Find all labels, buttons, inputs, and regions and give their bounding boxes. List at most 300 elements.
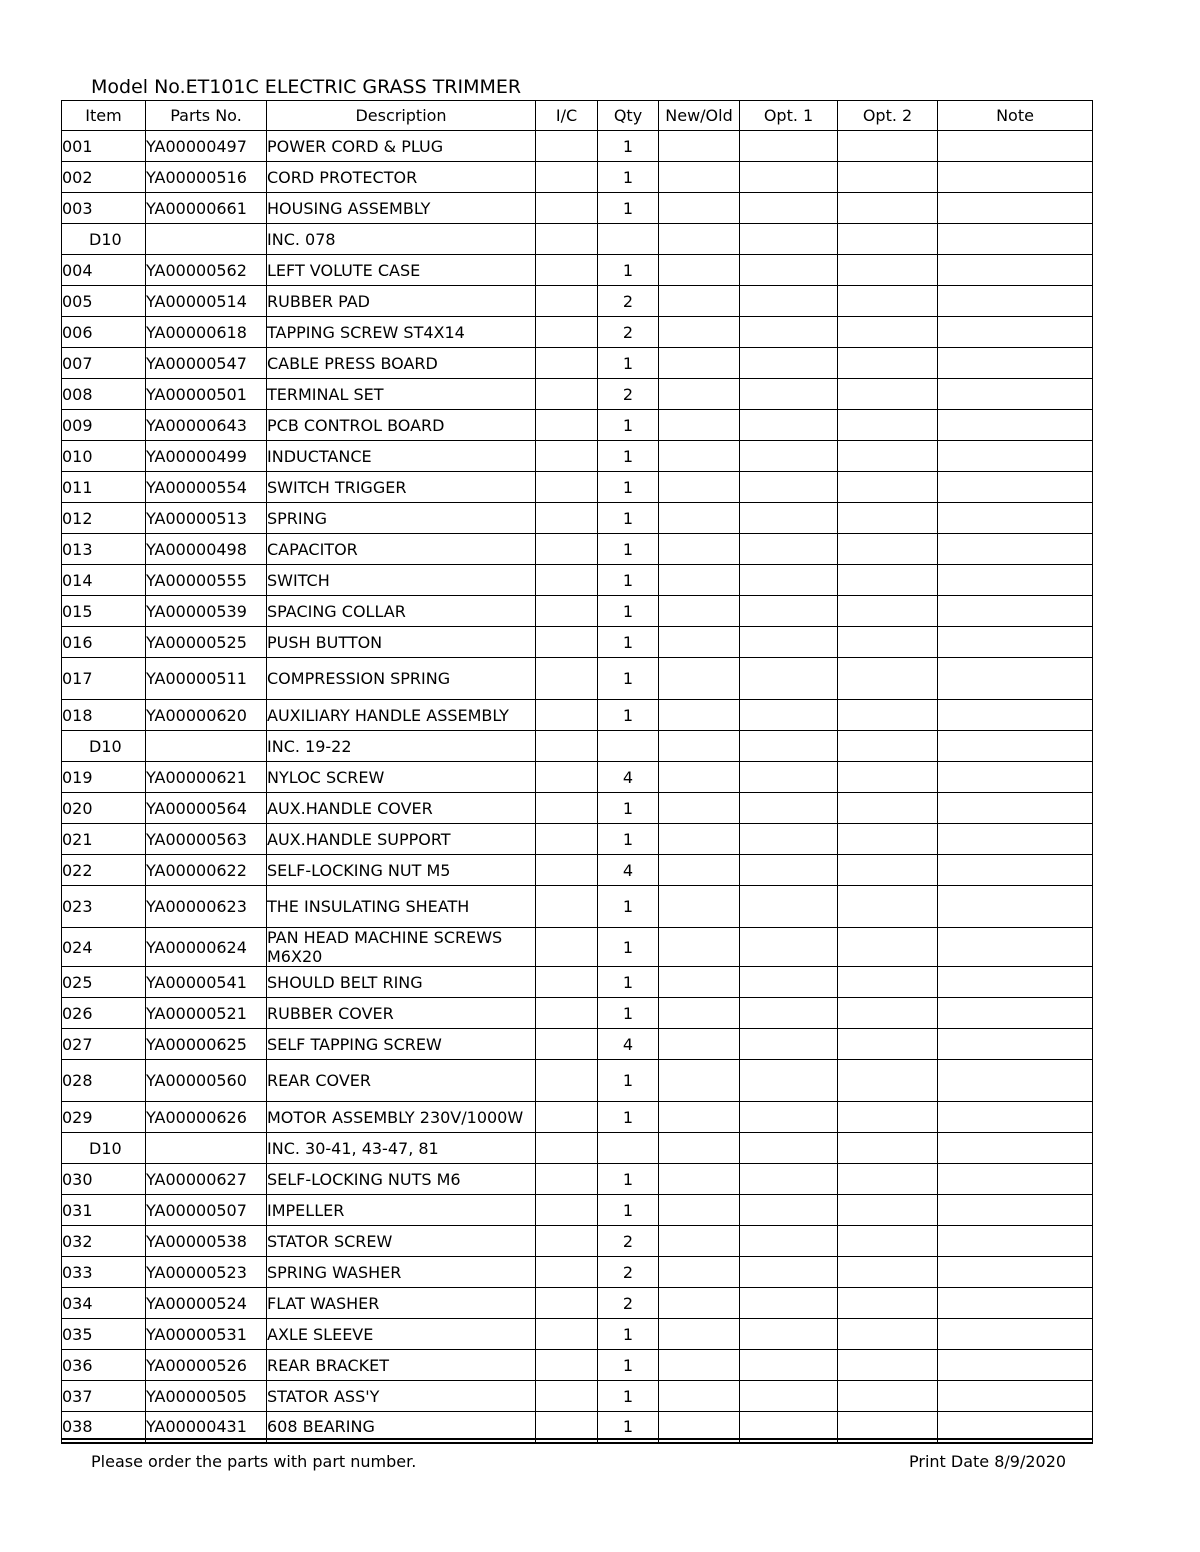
table-row	[62, 1257, 1093, 1288]
new-old-cell	[659, 286, 740, 317]
table-row	[62, 1288, 1093, 1319]
qty-cell: 1	[598, 162, 659, 193]
ic-cell	[536, 967, 598, 998]
note-cell	[938, 1226, 1093, 1257]
note-cell	[938, 317, 1093, 348]
description-cell: INC. 078	[267, 224, 536, 255]
new-old-cell	[659, 1257, 740, 1288]
column-header-opt2: Opt. 2	[838, 101, 938, 131]
description-cell: SHOULD BELT RING	[267, 967, 536, 998]
opt1-cell	[740, 1029, 838, 1060]
opt2-cell	[838, 1288, 938, 1319]
qty-cell: 2	[598, 1226, 659, 1257]
opt1-cell	[740, 1288, 838, 1319]
part-number-cell: YA00000514	[146, 286, 267, 317]
ic-cell	[536, 928, 598, 967]
new-old-cell	[659, 348, 740, 379]
item-cell: 030	[62, 1164, 146, 1195]
description-cell: SELF TAPPING SCREW	[267, 1029, 536, 1060]
description-cell: POWER CORD & PLUG	[267, 131, 536, 162]
table-row	[62, 596, 1093, 627]
note-cell	[938, 824, 1093, 855]
qty-cell: 1	[598, 441, 659, 472]
table-row	[62, 317, 1093, 348]
opt2-cell	[838, 534, 938, 565]
opt1-cell	[740, 224, 838, 255]
note-cell	[938, 596, 1093, 627]
part-number-cell: YA00000431	[146, 1412, 267, 1443]
note-cell	[938, 658, 1093, 700]
new-old-cell	[659, 1195, 740, 1226]
item-cell: 010	[62, 441, 146, 472]
new-old-cell	[659, 1226, 740, 1257]
part-number-cell: YA00000511	[146, 658, 267, 700]
ic-cell	[536, 793, 598, 824]
qty-cell: 1	[598, 824, 659, 855]
part-number-cell: YA00000643	[146, 410, 267, 441]
opt1-cell	[740, 1381, 838, 1412]
note-cell	[938, 1319, 1093, 1350]
qty-cell: 1	[598, 1102, 659, 1133]
part-number-cell: YA00000499	[146, 441, 267, 472]
table-row	[62, 534, 1093, 565]
new-old-cell	[659, 1288, 740, 1319]
ic-cell	[536, 224, 598, 255]
table-row	[62, 762, 1093, 793]
description-cell: SPRING WASHER	[267, 1257, 536, 1288]
footer-divider	[61, 1438, 1092, 1440]
opt2-cell	[838, 596, 938, 627]
ic-cell	[536, 1381, 598, 1412]
table-row	[62, 472, 1093, 503]
ic-cell	[536, 348, 598, 379]
item-cell: 028	[62, 1060, 146, 1102]
new-old-cell	[659, 700, 740, 731]
description-cell: PCB CONTROL BOARD	[267, 410, 536, 441]
new-old-cell	[659, 596, 740, 627]
new-old-cell	[659, 627, 740, 658]
ic-cell	[536, 1164, 598, 1195]
description-cell: 608 BEARING	[267, 1412, 536, 1443]
table-row	[62, 658, 1093, 700]
new-old-cell	[659, 410, 740, 441]
note-cell	[938, 1133, 1093, 1164]
new-old-cell	[659, 1029, 740, 1060]
ic-cell	[536, 565, 598, 596]
opt1-cell	[740, 658, 838, 700]
new-old-cell	[659, 131, 740, 162]
description-cell: STATOR SCREW	[267, 1226, 536, 1257]
qty-cell: 2	[598, 1288, 659, 1319]
qty-cell: 1	[598, 131, 659, 162]
table-row	[62, 886, 1093, 928]
description-cell: TAPPING SCREW ST4X14	[267, 317, 536, 348]
table-row	[62, 1381, 1093, 1412]
note-cell	[938, 1350, 1093, 1381]
new-old-cell	[659, 565, 740, 596]
order-instruction: Please order the parts with part number.	[91, 1452, 417, 1471]
ic-cell	[536, 317, 598, 348]
note-cell	[938, 410, 1093, 441]
qty-cell: 4	[598, 762, 659, 793]
item-cell: 029	[62, 1102, 146, 1133]
table-row	[62, 348, 1093, 379]
opt1-cell	[740, 1164, 838, 1195]
ic-cell	[536, 379, 598, 410]
opt2-cell	[838, 1319, 938, 1350]
opt2-cell	[838, 1195, 938, 1226]
qty-cell: 1	[598, 793, 659, 824]
ic-cell	[536, 534, 598, 565]
opt2-cell	[838, 1133, 938, 1164]
ic-cell	[536, 162, 598, 193]
ic-cell	[536, 503, 598, 534]
qty-cell: 1	[598, 700, 659, 731]
part-number-cell: YA00000555	[146, 565, 267, 596]
table-header-row	[62, 101, 1093, 131]
description-cell: REAR BRACKET	[267, 1350, 536, 1381]
description-cell: REAR COVER	[267, 1060, 536, 1102]
new-old-cell	[659, 762, 740, 793]
opt1-cell	[740, 410, 838, 441]
column-header-description: Description	[267, 101, 536, 131]
description-cell: AXLE SLEEVE	[267, 1319, 536, 1350]
item-cell: 035	[62, 1319, 146, 1350]
qty-cell: 1	[598, 1195, 659, 1226]
ic-cell	[536, 762, 598, 793]
opt2-cell	[838, 967, 938, 998]
opt2-cell	[838, 565, 938, 596]
ic-cell	[536, 998, 598, 1029]
part-number-cell: YA00000498	[146, 534, 267, 565]
part-number-cell: YA00000526	[146, 1350, 267, 1381]
item-cell: 024	[62, 928, 146, 967]
table-row	[62, 967, 1093, 998]
note-cell	[938, 1288, 1093, 1319]
description-cell: AUX.HANDLE COVER	[267, 793, 536, 824]
item-cell: 006	[62, 317, 146, 348]
description-cell: TERMINAL SET	[267, 379, 536, 410]
note-cell	[938, 627, 1093, 658]
ic-cell	[536, 886, 598, 928]
new-old-cell	[659, 1133, 740, 1164]
note-cell	[938, 441, 1093, 472]
qty-cell: 1	[598, 534, 659, 565]
description-cell: SWITCH	[267, 565, 536, 596]
ic-cell	[536, 1319, 598, 1350]
ic-cell	[536, 658, 598, 700]
part-number-cell: YA00000507	[146, 1195, 267, 1226]
table-row	[62, 793, 1093, 824]
opt2-cell	[838, 348, 938, 379]
new-old-cell	[659, 1164, 740, 1195]
note-cell	[938, 1029, 1093, 1060]
qty-cell: 1	[598, 1164, 659, 1195]
new-old-cell	[659, 162, 740, 193]
qty-cell: 1	[598, 627, 659, 658]
item-cell: 031	[62, 1195, 146, 1226]
opt2-cell	[838, 1164, 938, 1195]
description-cell: CAPACITOR	[267, 534, 536, 565]
qty-cell: 4	[598, 1029, 659, 1060]
opt1-cell	[740, 162, 838, 193]
part-number-cell: YA00000525	[146, 627, 267, 658]
part-number-cell: YA00000562	[146, 255, 267, 286]
table-row	[62, 1226, 1093, 1257]
qty-cell	[598, 1133, 659, 1164]
item-cell: 020	[62, 793, 146, 824]
note-cell	[938, 1195, 1093, 1226]
ic-cell	[536, 1288, 598, 1319]
part-number-cell: YA00000538	[146, 1226, 267, 1257]
description-cell: THE INSULATING SHEATH	[267, 886, 536, 928]
table-row	[62, 731, 1093, 762]
opt2-cell	[838, 1257, 938, 1288]
qty-cell: 1	[598, 928, 659, 967]
note-cell	[938, 793, 1093, 824]
description-cell: INC. 30-41, 43-47, 81	[267, 1133, 536, 1164]
table-row	[62, 1350, 1093, 1381]
opt2-cell	[838, 224, 938, 255]
opt2-cell	[838, 1226, 938, 1257]
table-row	[62, 998, 1093, 1029]
opt2-cell	[838, 658, 938, 700]
opt1-cell	[740, 503, 838, 534]
note-cell	[938, 348, 1093, 379]
opt2-cell	[838, 503, 938, 534]
table-row	[62, 255, 1093, 286]
table-row	[62, 441, 1093, 472]
ic-cell	[536, 700, 598, 731]
part-number-cell: YA00000563	[146, 824, 267, 855]
column-header-opt1: Opt. 1	[740, 101, 838, 131]
note-cell	[938, 762, 1093, 793]
note-cell	[938, 472, 1093, 503]
item-cell: 003	[62, 193, 146, 224]
table-row	[62, 286, 1093, 317]
opt1-cell	[740, 472, 838, 503]
part-number-cell: YA00000564	[146, 793, 267, 824]
qty-cell: 1	[598, 565, 659, 596]
item-cell: 005	[62, 286, 146, 317]
note-cell	[938, 998, 1093, 1029]
qty-cell: 1	[598, 998, 659, 1029]
ic-cell	[536, 1350, 598, 1381]
item-cell: 016	[62, 627, 146, 658]
opt2-cell	[838, 1102, 938, 1133]
note-cell	[938, 886, 1093, 928]
table-row	[62, 1133, 1093, 1164]
item-cell: 032	[62, 1226, 146, 1257]
opt1-cell	[740, 1102, 838, 1133]
item-cell: D10	[62, 731, 146, 762]
item-cell: 011	[62, 472, 146, 503]
part-number-cell: YA00000501	[146, 379, 267, 410]
ic-cell	[536, 1226, 598, 1257]
item-cell: 038	[62, 1412, 146, 1443]
opt2-cell	[838, 998, 938, 1029]
part-number-cell: YA00000505	[146, 1381, 267, 1412]
item-cell: D10	[62, 224, 146, 255]
ic-cell	[536, 131, 598, 162]
qty-cell	[598, 731, 659, 762]
new-old-cell	[659, 1060, 740, 1102]
opt1-cell	[740, 1133, 838, 1164]
opt2-cell	[838, 131, 938, 162]
new-old-cell	[659, 224, 740, 255]
qty-cell: 1	[598, 1350, 659, 1381]
ic-cell	[536, 1257, 598, 1288]
opt1-cell	[740, 627, 838, 658]
opt2-cell	[838, 824, 938, 855]
table-row	[62, 131, 1093, 162]
opt2-cell	[838, 410, 938, 441]
new-old-cell	[659, 998, 740, 1029]
item-cell: 033	[62, 1257, 146, 1288]
description-cell: RUBBER PAD	[267, 286, 536, 317]
qty-cell: 4	[598, 855, 659, 886]
part-number-cell: YA00000524	[146, 1288, 267, 1319]
ic-cell	[536, 731, 598, 762]
description-cell: SELF-LOCKING NUTS M6	[267, 1164, 536, 1195]
opt2-cell	[838, 162, 938, 193]
opt1-cell	[740, 1226, 838, 1257]
note-cell	[938, 967, 1093, 998]
new-old-cell	[659, 534, 740, 565]
opt1-cell	[740, 193, 838, 224]
new-old-cell	[659, 379, 740, 410]
opt1-cell	[740, 1350, 838, 1381]
opt1-cell	[740, 131, 838, 162]
item-cell: 017	[62, 658, 146, 700]
opt1-cell	[740, 928, 838, 967]
item-cell: 009	[62, 410, 146, 441]
opt2-cell	[838, 928, 938, 967]
column-header-parts-no: Parts No.	[146, 101, 267, 131]
item-cell: 013	[62, 534, 146, 565]
note-cell	[938, 928, 1093, 967]
note-cell	[938, 255, 1093, 286]
table-row	[62, 1319, 1093, 1350]
new-old-cell	[659, 886, 740, 928]
ic-cell	[536, 1029, 598, 1060]
part-number-cell: YA00000516	[146, 162, 267, 193]
opt1-cell	[740, 255, 838, 286]
opt2-cell	[838, 886, 938, 928]
qty-cell: 1	[598, 1412, 659, 1443]
item-cell: 022	[62, 855, 146, 886]
column-header-qty: Qty	[598, 101, 659, 131]
part-number-cell: YA00000620	[146, 700, 267, 731]
table-row	[62, 1102, 1093, 1133]
ic-cell	[536, 1133, 598, 1164]
opt2-cell	[838, 379, 938, 410]
part-number-cell: YA00000523	[146, 1257, 267, 1288]
description-cell: FLAT WASHER	[267, 1288, 536, 1319]
new-old-cell	[659, 1350, 740, 1381]
document-title: Model No.ET101C ELECTRIC GRASS TRIMMER	[91, 76, 522, 98]
table-row	[62, 928, 1093, 967]
column-header-ic: I/C	[536, 101, 598, 131]
table-row	[62, 1164, 1093, 1195]
qty-cell: 1	[598, 596, 659, 627]
qty-cell: 1	[598, 410, 659, 441]
qty-cell: 1	[598, 1319, 659, 1350]
item-cell: 036	[62, 1350, 146, 1381]
table-row	[62, 855, 1093, 886]
part-number-cell: YA00000539	[146, 596, 267, 627]
opt1-cell	[740, 534, 838, 565]
description-cell: CORD PROTECTOR	[267, 162, 536, 193]
table-row	[62, 410, 1093, 441]
qty-cell: 1	[598, 886, 659, 928]
opt2-cell	[838, 1060, 938, 1102]
description-cell: MOTOR ASSEMBLY 230V/1000W	[267, 1102, 536, 1133]
item-cell: 021	[62, 824, 146, 855]
part-number-cell: YA00000513	[146, 503, 267, 534]
new-old-cell	[659, 317, 740, 348]
description-cell: CABLE PRESS BOARD	[267, 348, 536, 379]
opt1-cell	[740, 886, 838, 928]
table-row	[62, 627, 1093, 658]
opt2-cell	[838, 441, 938, 472]
description-cell: COMPRESSION SPRING	[267, 658, 536, 700]
description-cell: IMPELLER	[267, 1195, 536, 1226]
qty-cell	[598, 224, 659, 255]
description-cell: STATOR ASS'Y	[267, 1381, 536, 1412]
note-cell	[938, 379, 1093, 410]
item-cell: 034	[62, 1288, 146, 1319]
note-cell	[938, 193, 1093, 224]
part-number-cell: YA00000541	[146, 967, 267, 998]
part-number-cell: YA00000618	[146, 317, 267, 348]
parts-table	[61, 100, 1093, 1444]
table-row	[62, 700, 1093, 731]
item-cell: 025	[62, 967, 146, 998]
qty-cell: 1	[598, 255, 659, 286]
table-row	[62, 565, 1093, 596]
opt2-cell	[838, 855, 938, 886]
opt1-cell	[740, 731, 838, 762]
ic-cell	[536, 855, 598, 886]
description-cell: SPRING	[267, 503, 536, 534]
qty-cell: 1	[598, 967, 659, 998]
opt1-cell	[740, 1319, 838, 1350]
opt1-cell	[740, 379, 838, 410]
ic-cell	[536, 596, 598, 627]
opt2-cell	[838, 1029, 938, 1060]
opt1-cell	[740, 855, 838, 886]
opt1-cell	[740, 317, 838, 348]
item-cell: 019	[62, 762, 146, 793]
qty-cell: 1	[598, 472, 659, 503]
ic-cell	[536, 193, 598, 224]
new-old-cell	[659, 967, 740, 998]
column-header-item: Item	[62, 101, 146, 131]
opt2-cell	[838, 700, 938, 731]
part-number-cell: YA00000621	[146, 762, 267, 793]
description-cell: PUSH BUTTON	[267, 627, 536, 658]
note-cell	[938, 855, 1093, 886]
new-old-cell	[659, 824, 740, 855]
item-cell: 007	[62, 348, 146, 379]
new-old-cell	[659, 255, 740, 286]
new-old-cell	[659, 503, 740, 534]
opt1-cell	[740, 286, 838, 317]
opt2-cell	[838, 731, 938, 762]
note-cell	[938, 534, 1093, 565]
new-old-cell	[659, 1102, 740, 1133]
